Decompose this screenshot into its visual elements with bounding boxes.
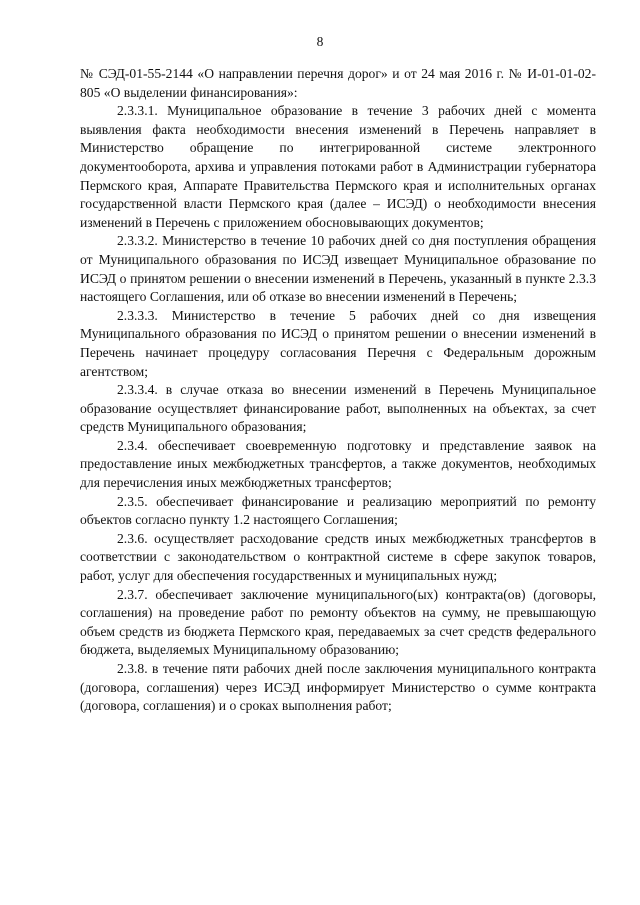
paragraph-2-3-3-4: 2.3.3.4. в случае отказа во внесении изменений в Перечень Муниципальное образование осуществляет финансирование работ, выполненных на объектах, за счет средств Муниципального образования;	[80, 382, 596, 435]
page-number: 8	[316, 34, 324, 49]
document-body	[80, 65, 596, 716]
paragraph-2-3-8: 2.3.8. в течение пяти рабочих дней после заключения муниципального контракта (договора, соглашения) через ИСЭД информирует Министерство о сумме контракта (договора, соглашения) и о сроках выполнения работ;	[80, 661, 596, 714]
paragraph-2-3-3-3: 2.3.3.3. Министерство в течение 5 рабочих дней со дня извещения Муниципального образования по ИСЭД о принятом решении о внесении изменений в Перечень начинает процедуру согласования Перечня с Федеральным дорожным агентством;	[80, 307, 596, 379]
paragraph-2-3-6: 2.3.6. осуществляет расходование средств иных межбюджетных трансфертов в соответствии с законодательством о контрактной системе в сфере закупок товаров, работ, услуг для обеспечения государственных и муниципальных нужд;	[80, 530, 596, 584]
paragraph-2-3-4: 2.3.4. обеспечивает своевременную подготовку и представление заявок на предоставление иных межбюджетных трансфертов, а также документов, необходимых для перечисления иных межбюджетных трансфертов;	[80, 437, 596, 491]
paragraph-2-3-7: 2.3.7. обеспечивает заключение муниципального(ых) контракта(ов) (договоры, соглашения) на проведение работ по ремонту объектов на сумму, не превышающую объем средств из бюджета Пермского края, передаваемых за счет средств федерального бюджета, выделяемых Муниципальному образованию;	[80, 586, 596, 658]
paragraph-intro-continuation: № СЭД-01-55-2144 «О направлении перечня дорог» и от 24 мая 2016 г. № И-01-01-02-805 «О выделении финансирования»:	[80, 66, 596, 100]
paragraph-2-3-5: 2.3.5. обеспечивает финансирование и реализацию мероприятий по ремонту объектов согласно пункту 1.2 настоящего Соглашения;	[80, 493, 596, 528]
paragraph-2-3-3-2: 2.3.3.2. Министерство в течение 10 рабочих дней со дня поступления обращения от Муниципального образования по ИСЭД извещает Муниципальное образование по ИСЭД о принятом решении о внесении изменений в Перечень, указанный в пункте 2.3.3 настоящего Соглашения, или об отказе во внесении изменений в Перечень;	[80, 233, 596, 305]
paragraph-2-3-3-1: 2.3.3.1. Муниципальное образование в течение 3 рабочих дней с момента выявления факта необходимости внесения изменений в Перечень направляет в Министерство обращение по интегрированной системе электронного документооборота, архива и управления потоками работ в Администрации губернатора Пермского края, Аппарате Правительства Пермского края и исполнительных органах государственной власти Пермского края (далее – ИСЭД) о необходимости внесения изменений в Перечень с приложением обосновывающих документов;	[80, 103, 596, 230]
